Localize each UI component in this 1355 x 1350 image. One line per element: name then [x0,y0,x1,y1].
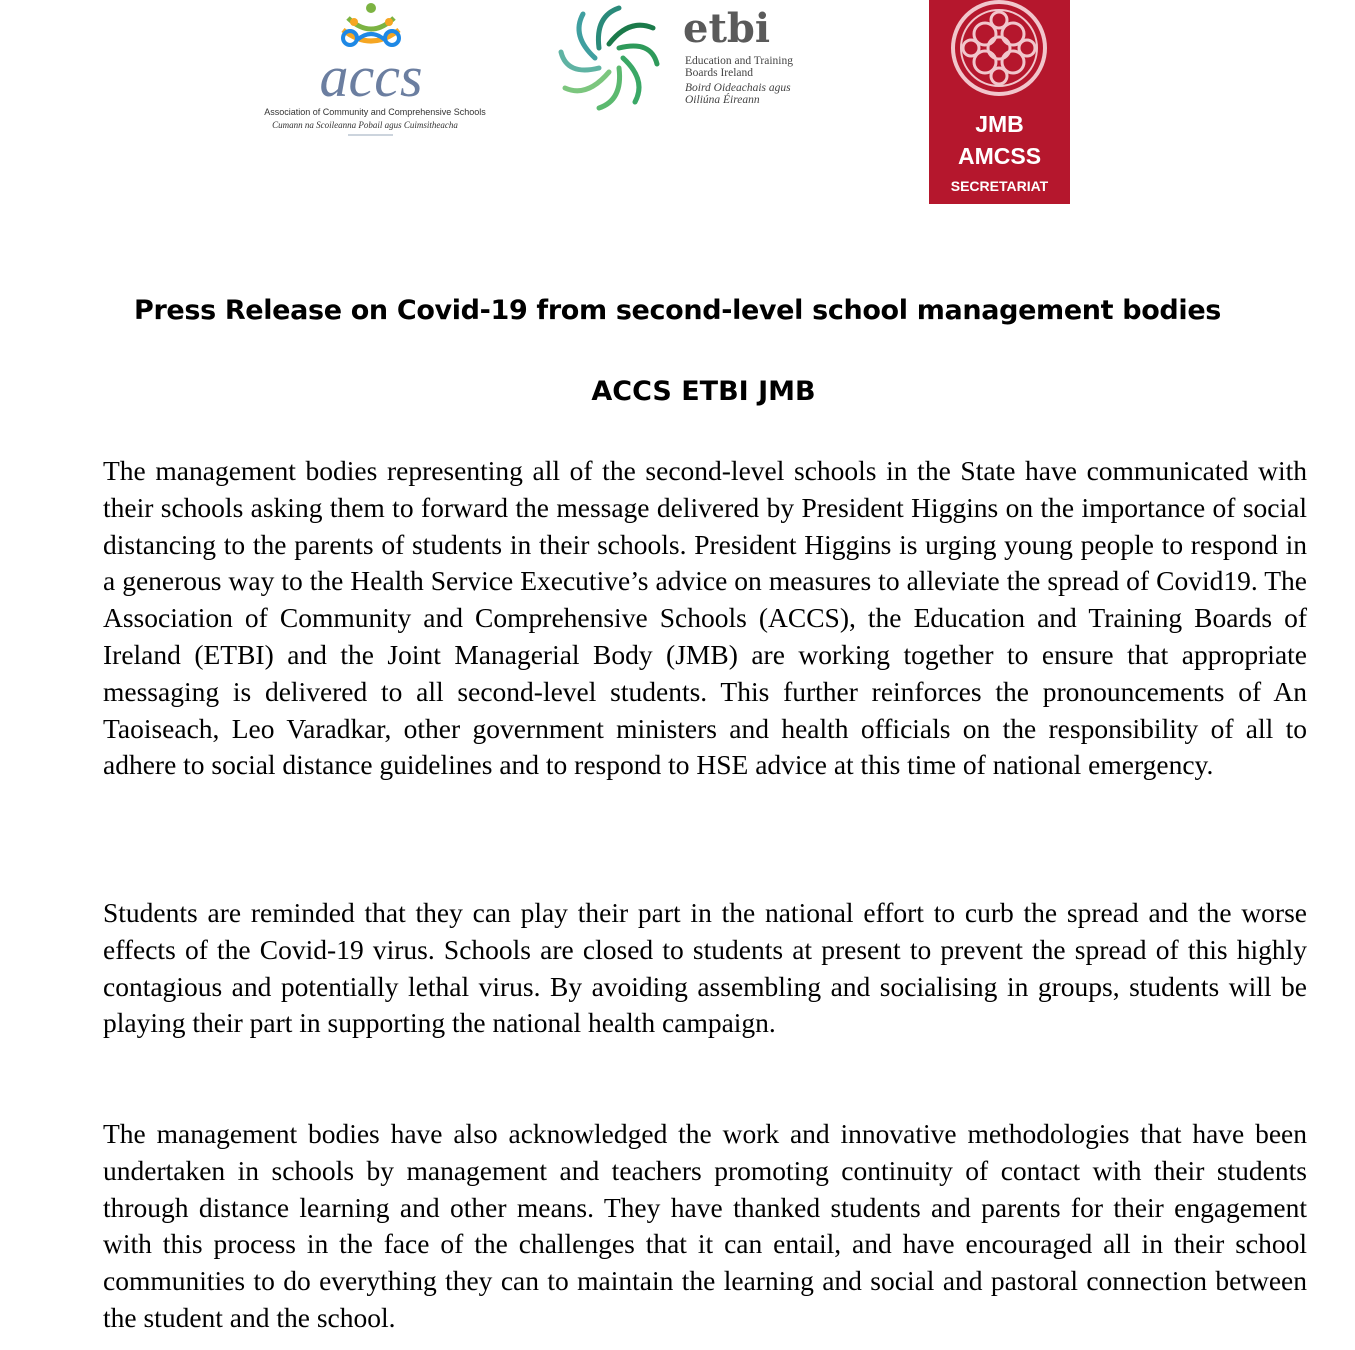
secretariat-label: SECRETARIAT [950,178,1049,194]
jmb-label: JMB [975,111,1024,137]
etbi-name-en-1: Education and Training [685,55,793,67]
etbi-swirl-icon [553,2,808,114]
paragraph-2: Students are reminded that they can play their part in the national effort to curb the spread and the worse effects of the Covid-19 virus. Schools are closed to students at present to prevent the spread of this highly contagious and potentially lethal virus. By avoiding assembling and socialising in groups, students will be playing their part in supporting the national health campaign. [103,897,1307,1039]
jmb-logo [929,0,1070,204]
accs-wordmark: accs [319,44,423,109]
etbi-name-en-2: Boards Ireland [685,67,754,79]
document-subtitle: ACCS ETBI JMB [591,376,816,407]
accs-logo [253,0,498,140]
etbi-name-ga-1: Boird Oideachais agus [685,82,791,94]
accs-figures-icon [253,0,498,140]
etbi-logo [553,2,808,114]
accs-name-en: Association of Community and Comprehensive Schools [264,107,486,117]
accs-name-ga: Cumann na Scoileanna Pobail agus Cuimsitheacha [272,120,458,130]
etbi-wordmark: etbi [683,5,771,52]
amcss-label: AMCSS [957,143,1042,169]
document-title: Press Release on Covid-19 from second-level school management bodies [134,295,1221,326]
celtic-knot-icon [929,0,1070,110]
etbi-name-ga-2: Oiliúna Éireann [685,94,760,106]
paragraph-3: The management bodies have also acknowledged the work and innovative methodologies that have been undertaken in schools by management and teachers promoting continuity of contact with their students through distance learning and other means. They have thanked students and parents for their engagement with this process in the face of the challenges that it can entail, and have encouraged all in their school communities to do everything they can to maintain the learning and social and pastoral connection between the student and the school. [103,1118,1307,1333]
paragraph-1: The management bodies representing all of the second-level schools in the State have communicated with their schools asking them to forward the message delivered by President Higgins on the importance of social distancing to the parents of students in their schools. President Higgins is urging young people to respond in a generous way to the Health Service Executive’s advice on measures to alleviate the spread of Covid19. The Association of Community and Comprehensive Schools (ACCS), the Education and Training Boards of Ireland (ETBI) and the Joint Managerial Body (JMB) are working together to ensure that appropriate messaging is delivered to all second-level students. This further reinforces the pronouncements of An Taoiseach, Leo Varadkar, other government ministers and health officials on the responsibility of all to adhere to social distance guidelines and to respond to HSE advice at this time of national emergency. [103,455,1307,781]
